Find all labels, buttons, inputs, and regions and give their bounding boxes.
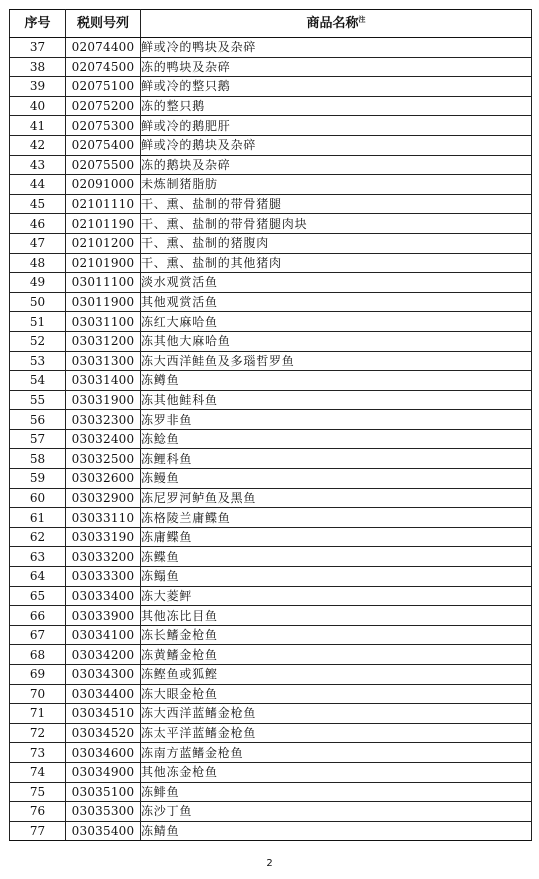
cell-name: 干、熏、盐制的带骨猪腿	[141, 194, 532, 214]
cell-seq: 75	[10, 782, 66, 802]
cell-code: 03034400	[66, 684, 141, 704]
cell-code: 03031200	[66, 331, 141, 351]
table-row	[10, 371, 532, 391]
table-row	[10, 547, 532, 567]
table-row	[10, 782, 532, 802]
table-row	[10, 77, 532, 97]
cell-name: 冻罗非鱼	[141, 410, 532, 430]
cell-name: 冻大眼金枪鱼	[141, 684, 532, 704]
cell-name: 淡水观赏活鱼	[141, 273, 532, 293]
table-row	[10, 743, 532, 763]
cell-seq: 69	[10, 665, 66, 685]
table-row	[10, 38, 532, 58]
header-name	[141, 10, 532, 38]
cell-seq: 66	[10, 606, 66, 626]
cell-seq: 74	[10, 762, 66, 782]
table-body	[10, 38, 532, 841]
table-row	[10, 527, 532, 547]
table-row	[10, 821, 532, 841]
cell-seq: 47	[10, 233, 66, 253]
cell-code: 03032600	[66, 469, 141, 489]
cell-name: 冻鲶鱼	[141, 429, 532, 449]
cell-seq: 55	[10, 390, 66, 410]
table-row	[10, 762, 532, 782]
cell-name: 鲜或冷的鸭块及杂碎	[141, 38, 532, 58]
table-row	[10, 429, 532, 449]
cell-name: 冻太平洋蓝鳍金枪鱼	[141, 723, 532, 743]
cell-code: 03011900	[66, 292, 141, 312]
cell-code: 03035300	[66, 802, 141, 822]
cell-name: 冻尼罗河鲈鱼及黑鱼	[141, 488, 532, 508]
cell-name: 冻格陵兰庸鲽鱼	[141, 508, 532, 528]
cell-code: 02101200	[66, 233, 141, 253]
cell-name: 鲜或冷的鹅肥肝	[141, 116, 532, 136]
cell-code: 03034900	[66, 762, 141, 782]
cell-seq: 67	[10, 625, 66, 645]
cell-seq: 53	[10, 351, 66, 371]
table-row	[10, 684, 532, 704]
cell-name: 干、熏、盐制的其他猪肉	[141, 253, 532, 273]
cell-seq: 40	[10, 96, 66, 116]
cell-name: 冻鲽鱼	[141, 547, 532, 567]
cell-code: 03034600	[66, 743, 141, 763]
table-row	[10, 410, 532, 430]
table-row	[10, 155, 532, 175]
table-row	[10, 135, 532, 155]
table-row	[10, 96, 532, 116]
cell-seq: 50	[10, 292, 66, 312]
cell-code: 03032900	[66, 488, 141, 508]
cell-seq: 52	[10, 331, 66, 351]
cell-seq: 51	[10, 312, 66, 332]
cell-seq: 48	[10, 253, 66, 273]
table-row	[10, 704, 532, 724]
table-row	[10, 351, 532, 371]
cell-seq: 49	[10, 273, 66, 293]
cell-name: 冻其他鲑科鱼	[141, 390, 532, 410]
cell-seq: 59	[10, 469, 66, 489]
cell-code: 03033900	[66, 606, 141, 626]
cell-code: 03032500	[66, 449, 141, 469]
cell-name: 冻的整只鹅	[141, 96, 532, 116]
cell-code: 03032400	[66, 429, 141, 449]
table-row	[10, 567, 532, 587]
cell-name: 冻庸鲽鱼	[141, 527, 532, 547]
cell-code: 02101110	[66, 194, 141, 214]
cell-name: 冻鲭鱼	[141, 821, 532, 841]
table-row	[10, 214, 532, 234]
cell-code: 03035400	[66, 821, 141, 841]
cell-code: 03032300	[66, 410, 141, 430]
cell-seq: 61	[10, 508, 66, 528]
cell-name: 冻南方蓝鳍金枪鱼	[141, 743, 532, 763]
table-row	[10, 331, 532, 351]
header-name-label: 商品名称	[306, 16, 359, 31]
cell-seq: 68	[10, 645, 66, 665]
cell-seq: 37	[10, 38, 66, 58]
table-row	[10, 312, 532, 332]
cell-name: 冻红大麻哈鱼	[141, 312, 532, 332]
cell-seq: 70	[10, 684, 66, 704]
table-row	[10, 802, 532, 822]
cell-code: 02075100	[66, 77, 141, 97]
table-row	[10, 488, 532, 508]
cell-seq: 45	[10, 194, 66, 214]
table-row	[10, 273, 532, 293]
cell-name: 冻的鸭块及杂碎	[141, 57, 532, 77]
cell-code: 02075400	[66, 135, 141, 155]
table-row	[10, 175, 532, 195]
table-row	[10, 390, 532, 410]
cell-name: 冻大菱鲆	[141, 586, 532, 606]
cell-name: 干、熏、盐制的猪腹肉	[141, 233, 532, 253]
table-row	[10, 645, 532, 665]
cell-name: 冻大西洋鲑鱼及多瑙哲罗鱼	[141, 351, 532, 371]
cell-name: 冻鲤科鱼	[141, 449, 532, 469]
cell-name: 冻鲱鱼	[141, 782, 532, 802]
cell-code: 03031400	[66, 371, 141, 391]
header-seq-label: 序号	[24, 16, 51, 31]
cell-code: 02075500	[66, 155, 141, 175]
cell-code: 03033110	[66, 508, 141, 528]
cell-code: 03031900	[66, 390, 141, 410]
cell-name: 鲜或冷的鹅块及杂碎	[141, 135, 532, 155]
header-code	[66, 10, 141, 38]
cell-code: 03033190	[66, 527, 141, 547]
table-row	[10, 253, 532, 273]
table-row	[10, 57, 532, 77]
cell-seq: 64	[10, 567, 66, 587]
table-row	[10, 194, 532, 214]
cell-code: 03035100	[66, 782, 141, 802]
cell-code: 03031300	[66, 351, 141, 371]
cell-seq: 73	[10, 743, 66, 763]
cell-code: 03011100	[66, 273, 141, 293]
table-row	[10, 292, 532, 312]
cell-seq: 58	[10, 449, 66, 469]
cell-name: 冻鲣鱼或狐鲣	[141, 665, 532, 685]
cell-name: 冻的鹅块及杂碎	[141, 155, 532, 175]
cell-name: 其他观赏活鱼	[141, 292, 532, 312]
cell-seq: 54	[10, 371, 66, 391]
table-row	[10, 606, 532, 626]
cell-seq: 44	[10, 175, 66, 195]
cell-name: 冻大西洋蓝鳍金枪鱼	[141, 704, 532, 724]
cell-name: 干、熏、盐制的带骨猪腿肉块	[141, 214, 532, 234]
table-row	[10, 116, 532, 136]
cell-code: 03034300	[66, 665, 141, 685]
cell-name: 冻沙丁鱼	[141, 802, 532, 822]
cell-code: 02075200	[66, 96, 141, 116]
cell-code: 02074400	[66, 38, 141, 58]
cell-code: 03033200	[66, 547, 141, 567]
cell-name: 冻鳟鱼	[141, 371, 532, 391]
cell-code: 02091000	[66, 175, 141, 195]
table-row	[10, 723, 532, 743]
cell-name: 冻鳗鱼	[141, 469, 532, 489]
cell-code: 02101900	[66, 253, 141, 273]
page-number: 2	[266, 858, 273, 869]
cell-seq: 77	[10, 821, 66, 841]
cell-name: 冻黄鳍金枪鱼	[141, 645, 532, 665]
cell-name: 冻鳎鱼	[141, 567, 532, 587]
cell-code: 02074500	[66, 57, 141, 77]
cell-seq: 71	[10, 704, 66, 724]
cell-seq: 46	[10, 214, 66, 234]
table-row	[10, 449, 532, 469]
cell-seq: 62	[10, 527, 66, 547]
cell-code: 02101190	[66, 214, 141, 234]
cell-seq: 60	[10, 488, 66, 508]
cell-name: 其他冻比目鱼	[141, 606, 532, 626]
cell-name: 未炼制猪脂肪	[141, 175, 532, 195]
cell-seq: 57	[10, 429, 66, 449]
header-seq	[10, 10, 66, 38]
cell-code: 03033400	[66, 586, 141, 606]
table-row	[10, 665, 532, 685]
table-header	[10, 10, 532, 38]
cell-seq: 41	[10, 116, 66, 136]
cell-code: 03034200	[66, 645, 141, 665]
header-row	[10, 10, 532, 38]
tariff-table	[9, 9, 532, 841]
cell-name: 其他冻金枪鱼	[141, 762, 532, 782]
cell-seq: 65	[10, 586, 66, 606]
cell-seq: 43	[10, 155, 66, 175]
header-name-note: 注	[358, 14, 366, 24]
table-row	[10, 625, 532, 645]
cell-code: 03034100	[66, 625, 141, 645]
cell-name: 冻其他大麻哈鱼	[141, 331, 532, 351]
cell-code: 03034510	[66, 704, 141, 724]
cell-seq: 63	[10, 547, 66, 567]
cell-code: 03033300	[66, 567, 141, 587]
cell-code: 02075300	[66, 116, 141, 136]
cell-seq: 72	[10, 723, 66, 743]
table-row	[10, 233, 532, 253]
table-row	[10, 469, 532, 489]
cell-seq: 38	[10, 57, 66, 77]
cell-code: 03031100	[66, 312, 141, 332]
header-code-label: 税则号列	[76, 16, 129, 31]
cell-seq: 76	[10, 802, 66, 822]
cell-seq: 39	[10, 77, 66, 97]
table-row	[10, 586, 532, 606]
cell-seq: 42	[10, 135, 66, 155]
table-row	[10, 508, 532, 528]
cell-seq: 56	[10, 410, 66, 430]
cell-name: 冻长鳍金枪鱼	[141, 625, 532, 645]
cell-name: 鲜或冷的整只鹅	[141, 77, 532, 97]
cell-code: 03034520	[66, 723, 141, 743]
